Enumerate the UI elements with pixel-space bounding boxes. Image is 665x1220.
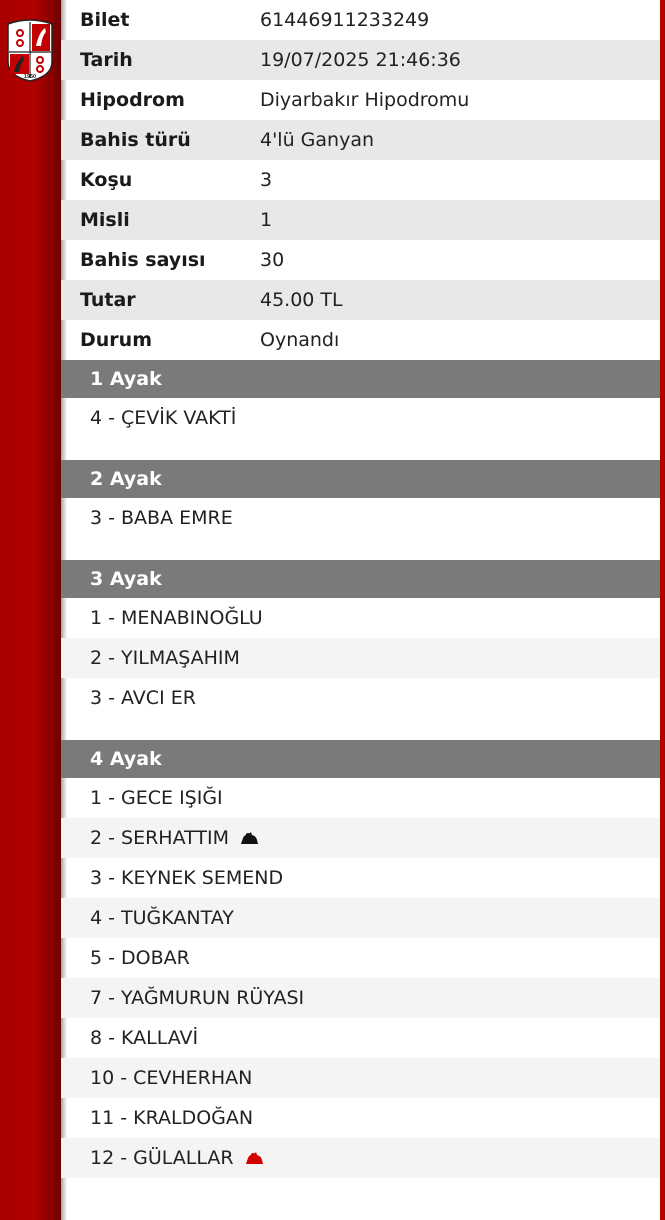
horse-row: [61, 898, 660, 938]
info-value: 1: [260, 209, 273, 231]
info-value: 45.00 TL: [260, 289, 343, 311]
horse-name: 7 - YAĞMURUN RÜYASI: [90, 987, 305, 1009]
red-jockey-icon: [244, 1151, 264, 1165]
info-row: [61, 120, 660, 160]
info-row: [61, 280, 660, 320]
leg-block: [61, 360, 660, 460]
leg-spacer: [61, 718, 660, 740]
info-label: Koşu: [80, 169, 133, 191]
horse-name: 4 - TUĞKANTAY: [90, 907, 234, 929]
leg-block: [61, 460, 660, 560]
horse-name: 2 - YILMAŞAHIM: [90, 647, 240, 669]
leg-spacer: [61, 438, 660, 460]
info-row: [61, 0, 660, 40]
info-row: [61, 240, 660, 280]
horse-row: [61, 1018, 660, 1058]
horse-name: 3 - BABA EMRE: [90, 507, 233, 529]
info-label: Tarih: [80, 49, 133, 71]
horse-row: [61, 1138, 660, 1178]
info-value: 19/07/2025 21:46:36: [260, 49, 461, 71]
horse-name: 5 - DOBAR: [90, 947, 190, 969]
horse-name: 11 - KRALDOĞAN: [90, 1107, 254, 1129]
club-crest-logo[interactable]: [5, 18, 55, 82]
horse-name: 8 - KALLAVİ: [90, 1027, 199, 1049]
horse-row: [61, 498, 660, 538]
horse-name: 3 - KEYNEK SEMEND: [90, 867, 284, 889]
horse-row: [61, 598, 660, 638]
horse-row: [61, 398, 660, 438]
info-value: 30: [260, 249, 285, 271]
info-label: Hipodrom: [80, 89, 185, 111]
info-value: 3: [260, 169, 273, 191]
horse-name: 2 - SERHATTIM: [90, 827, 229, 849]
black-jockey-icon: [239, 831, 259, 845]
info-label: Bilet: [80, 9, 130, 31]
info-value: 4'lü Ganyan: [260, 129, 375, 151]
horse-name: 4 - ÇEVİK VAKTİ: [90, 407, 237, 429]
info-label: Tutar: [80, 289, 136, 311]
horse-name: 12 - GÜLALLAR: [90, 1147, 234, 1169]
horse-name: 10 - CEVHERHAN: [90, 1067, 253, 1089]
leg-header: 3 Ayak: [61, 560, 660, 598]
horse-row: [61, 678, 660, 718]
info-label: Durum: [80, 329, 152, 351]
info-row: [61, 40, 660, 80]
horse-row: [61, 638, 660, 678]
info-row: [61, 320, 660, 360]
horse-row: [61, 858, 660, 898]
leg-header: 1 Ayak: [61, 360, 660, 398]
horse-row: [61, 1098, 660, 1138]
info-row: [61, 160, 660, 200]
info-value: 61446911233249: [260, 9, 430, 31]
horse-name: 3 - AVCI ER: [90, 687, 196, 709]
sidebar: [0, 0, 61, 1220]
svg-text:1950: 1950: [23, 74, 37, 80]
info-value: Oynandı: [260, 329, 340, 351]
right-edge-bar: [660, 0, 665, 1220]
leg-block: [61, 560, 660, 740]
leg-block: [61, 740, 660, 1200]
leg-spacer: [61, 1178, 660, 1200]
horse-row: [61, 778, 660, 818]
horse-name: 1 - MENABINOĞLU: [90, 607, 263, 629]
horse-name: 1 - GECE IŞIĞI: [90, 787, 223, 809]
info-label: Misli: [80, 209, 130, 231]
info-value: Diyarbakır Hipodromu: [260, 89, 470, 111]
info-label: Bahis sayısı: [80, 249, 206, 271]
ticket-detail: [61, 0, 660, 1220]
leg-header: 4 Ayak: [61, 740, 660, 778]
leg-header: 2 Ayak: [61, 460, 660, 498]
info-label: Bahis türü: [80, 129, 191, 151]
info-row: [61, 200, 660, 240]
horse-row: [61, 818, 660, 858]
ticket-info-table: [61, 0, 660, 360]
horse-row: [61, 1058, 660, 1098]
info-row: [61, 80, 660, 120]
horse-row: [61, 978, 660, 1018]
horse-row: [61, 938, 660, 978]
leg-spacer: [61, 538, 660, 560]
legs-list: [61, 360, 660, 1200]
